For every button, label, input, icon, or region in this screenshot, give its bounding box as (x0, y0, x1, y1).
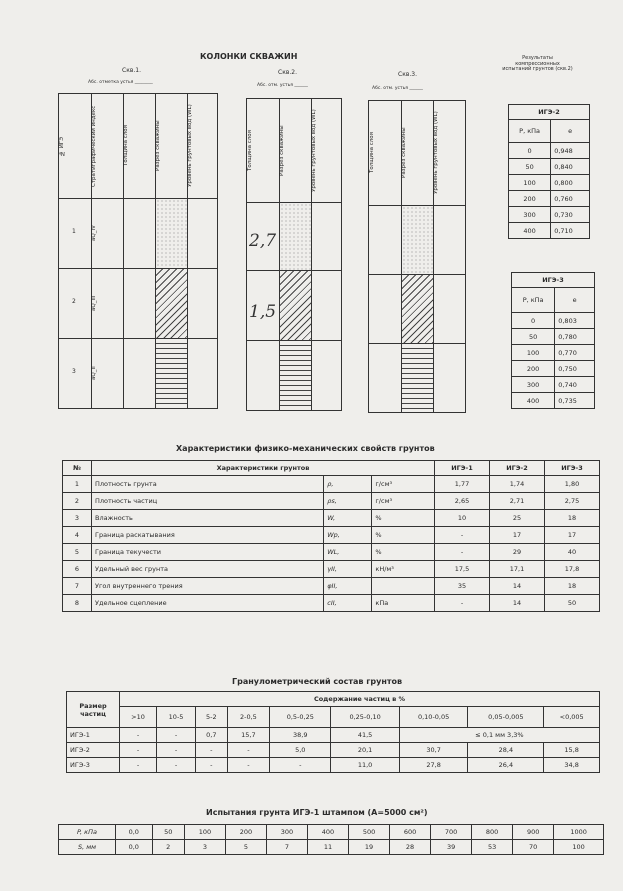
row-symbol: φII, (324, 578, 372, 595)
gran-bin: 0,5-0,25 (270, 707, 331, 728)
props-row (63, 510, 600, 527)
row-symbol: γII, (324, 561, 372, 578)
cell: 0,730 (551, 207, 590, 223)
row-value: 50 (545, 595, 600, 612)
row-value: - (435, 544, 490, 561)
layer-2-num: 2 (72, 298, 76, 305)
gran-bin: 0,25-0,10 (331, 707, 400, 728)
layer-3-num: 3 (72, 368, 76, 375)
gran-bin: 5-2 (196, 707, 228, 728)
cell: 0,800 (551, 175, 590, 191)
well-1-column (58, 93, 218, 409)
cell: 0,735 (555, 393, 595, 409)
cell: 400 (512, 393, 555, 409)
row-value: 1,74 (490, 476, 545, 493)
gran-cell: - (157, 728, 196, 743)
row-value: 2,75 (545, 493, 600, 510)
stamp-p-label: P, кПа (59, 825, 116, 840)
well-3-column (368, 100, 466, 413)
gran-bin: 0,05-0,005 (468, 707, 544, 728)
row-value: - (435, 595, 490, 612)
columns-title: КОЛОНКИ СКВАЖИН (200, 52, 298, 61)
cell: 0,780 (555, 329, 595, 345)
p-label: P, кПа (512, 288, 555, 313)
row-symbol: ρ, (324, 476, 372, 493)
row-unit: % (372, 510, 435, 527)
props-table (62, 460, 600, 612)
row-value: 17 (545, 527, 600, 544)
stamp-s-cell: 11 (307, 840, 348, 855)
row-num: 6 (63, 561, 92, 578)
w2-header-water: Уровень грунтовых вод (WL) (311, 109, 317, 192)
strat-index-1: aQ_IV (91, 225, 97, 241)
props-row (63, 476, 600, 493)
row-name: Граница раскатывания (92, 527, 324, 544)
row-symbol: W, (324, 510, 372, 527)
gran-cell: 15,8 (544, 743, 600, 758)
props-row (63, 527, 600, 544)
row-value: 2,71 (490, 493, 545, 510)
gran-row-name: ИГЭ-2 (67, 743, 120, 758)
w3-header-water: Уровень грунтовых вод (WL) (433, 111, 439, 195)
row-value: 25 (490, 510, 545, 527)
row-name: Угол внутреннего трения (92, 578, 324, 595)
compress-table-igg3 (511, 272, 595, 409)
gran-cell: - (157, 758, 196, 773)
well-3-elev: Абс. отм. устья ______ (372, 86, 423, 91)
stamp-s-cell: 100 (554, 840, 604, 855)
row-num: 5 (63, 544, 92, 561)
gran-cell: 41,5 (331, 728, 400, 743)
hand-thickness-2: 1,5 (249, 302, 277, 322)
gran-cell: 5,0 (270, 743, 331, 758)
header-igg: № ИГЭ (59, 136, 65, 156)
stamp-p-cell: 100 (184, 825, 225, 840)
well-1-label: Скв.1. (122, 67, 141, 74)
stamp-s-cell: 5 (225, 840, 266, 855)
header-water: Уровень грунтовых вод (WL) (187, 104, 193, 188)
cell: 0,710 (551, 223, 590, 239)
row-name: Удельный вес грунта (92, 561, 324, 578)
gran-row (67, 728, 600, 743)
loam-pattern (156, 269, 187, 338)
row-value: 17 (490, 527, 545, 544)
hand-thickness-1: 2,7 (249, 231, 277, 251)
gran-cell: - (120, 728, 157, 743)
gran-cell: 34,8 (544, 758, 600, 773)
row-num: 1 (63, 476, 92, 493)
w2-loam-pattern (280, 271, 311, 340)
stamp-s-cell: 3 (184, 840, 225, 855)
cell: 400 (509, 223, 551, 239)
gran-cell: 11,0 (331, 758, 400, 773)
gran-cell: - (227, 743, 270, 758)
stamp-table (58, 824, 604, 855)
w3-sand-pattern (402, 206, 433, 274)
gran-cell: 28,4 (468, 743, 544, 758)
well-2-column (246, 98, 342, 411)
strat-index-2: aQ_III (91, 295, 97, 311)
e-label: e (555, 288, 595, 313)
stamp-p-cell: 0,0 (115, 825, 152, 840)
row-value: 1,77 (435, 476, 490, 493)
gran-row (67, 743, 600, 758)
w3-clay-pattern (402, 344, 433, 412)
stamp-s-cell: 28 (390, 840, 431, 855)
stamp-s-cell: 39 (431, 840, 472, 855)
row-unit: % (372, 527, 435, 544)
row-unit: % (372, 544, 435, 561)
row-name: Граница текучести (92, 544, 324, 561)
strat-index-3: aQ_II (91, 366, 97, 380)
props-row (63, 578, 600, 595)
stamp-p-cell: 50 (152, 825, 184, 840)
clay-pattern (156, 339, 187, 408)
w3-loam-pattern (402, 275, 433, 343)
row-unit: г/см³ (372, 493, 435, 510)
gran-cell: 30,7 (399, 743, 468, 758)
row-value: 17,8 (545, 561, 600, 578)
props-header-igg1: ИГЭ-1 (435, 461, 490, 476)
row-value: 14 (490, 578, 545, 595)
row-symbol: ρs, (324, 493, 372, 510)
props-header-igg2: ИГЭ-2 (490, 461, 545, 476)
gran-cell: - (120, 758, 157, 773)
gran-content-label: Содержание частиц в % (120, 692, 600, 707)
row-name: Плотность частиц (92, 493, 324, 510)
gran-cell: 0,7 (196, 728, 228, 743)
row-unit: кН/м³ (372, 561, 435, 578)
cell: 200 (512, 361, 555, 377)
row-num: 2 (63, 493, 92, 510)
stamp-s-cell: 19 (349, 840, 390, 855)
row-value: 40 (545, 544, 600, 561)
row-unit (372, 578, 435, 595)
gran-size-label: Размер частиц (67, 692, 120, 728)
layer-1-num: 1 (72, 228, 76, 235)
stamp-p-cell: 400 (307, 825, 348, 840)
compress-title: Результаты компрессионных испытаний грунтов (скв.2) (502, 55, 573, 72)
props-header-name: Характеристики грунтов (92, 461, 435, 476)
row-name: Плотность грунта (92, 476, 324, 493)
props-row (63, 595, 600, 612)
gran-row-name: ИГЭ-3 (67, 758, 120, 773)
row-value: 18 (545, 578, 600, 595)
row-name: Влажность (92, 510, 324, 527)
cell: 0 (509, 143, 551, 159)
cell: 0,840 (551, 159, 590, 175)
row-symbol: cII, (324, 595, 372, 612)
cell: 0 (512, 313, 555, 329)
row-value: 1,80 (545, 476, 600, 493)
row-unit: кПа (372, 595, 435, 612)
row-value: 29 (490, 544, 545, 561)
gran-bin: >10 (120, 707, 157, 728)
well-1-elev: Абс. отметка устья ________ (88, 80, 153, 85)
sand-pattern (156, 199, 187, 268)
cell: 100 (512, 345, 555, 361)
stamp-p-cell: 300 (266, 825, 307, 840)
gran-row (67, 758, 600, 773)
cell: 0,803 (555, 313, 595, 329)
row-num: 4 (63, 527, 92, 544)
stamp-p-cell: 800 (472, 825, 513, 840)
stamp-p-cell: 600 (390, 825, 431, 840)
well-2-label: Скв.2. (278, 69, 297, 76)
gran-cell: 15,7 (227, 728, 270, 743)
props-header-num: № (63, 461, 92, 476)
props-row (63, 493, 600, 510)
cell: 50 (509, 159, 551, 175)
cell: 0,740 (555, 377, 595, 393)
gran-bin: 2-0,5 (227, 707, 270, 728)
gran-cell: - (196, 743, 228, 758)
cell: 100 (509, 175, 551, 191)
w3-header-section: Разрез скважины (401, 127, 407, 179)
cell: 300 (509, 207, 551, 223)
gran-table (66, 691, 600, 773)
w2-header-thick: Толщина слоя (247, 130, 253, 171)
gran-cell: - (227, 758, 270, 773)
gran-cell: 27,8 (399, 758, 468, 773)
gran-cell: - (157, 743, 196, 758)
gran-bin: 0,10-0,05 (399, 707, 468, 728)
stamp-p-cell: 200 (225, 825, 266, 840)
row-value: 2,65 (435, 493, 490, 510)
gran-cell: 20,1 (331, 743, 400, 758)
row-value: 18 (545, 510, 600, 527)
props-row (63, 544, 600, 561)
stamp-s-cell: 0,0 (115, 840, 152, 855)
gran-bin: 10-5 (157, 707, 196, 728)
row-num: 3 (63, 510, 92, 527)
w2-clay-pattern (280, 341, 311, 410)
cell: 0,770 (555, 345, 595, 361)
row-symbol: Wp, (324, 527, 372, 544)
gran-bin: <0,005 (544, 707, 600, 728)
gran-cell: - (120, 743, 157, 758)
cell: 0,760 (551, 191, 590, 207)
stamp-s-cell: 70 (513, 840, 554, 855)
stamp-title: Испытания грунта ИГЭ-1 штампом (A=5000 см²) (206, 808, 428, 817)
props-header-igg3: ИГЭ-3 (545, 461, 600, 476)
row-value: 17,5 (435, 561, 490, 578)
row-value: 35 (435, 578, 490, 595)
stamp-p-cell: 1000 (554, 825, 604, 840)
row-value: - (435, 527, 490, 544)
stamp-s-cell: 53 (472, 840, 513, 855)
stamp-p-cell: 900 (513, 825, 554, 840)
row-unit: г/см³ (372, 476, 435, 493)
w2-sand-pattern (280, 203, 311, 270)
well-3-label: Скв.3. (398, 71, 417, 78)
header-strat: Стратиграфический индекс (91, 105, 97, 187)
cell: 0,750 (555, 361, 595, 377)
gran-note: ≤ 0,1 мм 3,3% (399, 728, 599, 743)
row-value: 10 (435, 510, 490, 527)
compress-table-igg2 (508, 104, 590, 239)
w2-header-section: Разрез скважины (279, 125, 285, 176)
well-2-elev: Абс. отм. устья ______ (257, 83, 308, 88)
gran-title: Гранулометрический состав грунтов (232, 677, 403, 686)
gran-cell: - (196, 758, 228, 773)
gran-row-name: ИГЭ-1 (67, 728, 120, 743)
cell: 50 (512, 329, 555, 345)
header-section: Разрез скважины (155, 120, 161, 172)
row-name: Удельное сцепление (92, 595, 324, 612)
compress-table-name: ИГЭ-2 (509, 105, 590, 120)
gran-cell: 38,9 (270, 728, 331, 743)
w3-header-thick: Толщина слоя (369, 132, 375, 174)
row-value: 14 (490, 595, 545, 612)
row-num: 8 (63, 595, 92, 612)
props-row (63, 561, 600, 578)
row-value: 17,1 (490, 561, 545, 578)
cell: 300 (512, 377, 555, 393)
header-thick: Толщина слоя (123, 125, 129, 167)
row-symbol: WL, (324, 544, 372, 561)
stamp-s-cell: 2 (152, 840, 184, 855)
p-label: P, кПа (509, 120, 551, 143)
props-title: Характеристики физико-механических свойств грунтов (176, 444, 435, 453)
gran-cell: - (270, 758, 331, 773)
stamp-p-cell: 500 (349, 825, 390, 840)
e-label: e (551, 120, 590, 143)
stamp-p-cell: 700 (431, 825, 472, 840)
stamp-s-label: S, мм (59, 840, 116, 855)
compress-table-name: ИГЭ-3 (512, 273, 595, 288)
cell: 200 (509, 191, 551, 207)
gran-cell: 26,4 (468, 758, 544, 773)
row-num: 7 (63, 578, 92, 595)
stamp-s-cell: 7 (266, 840, 307, 855)
cell: 0,948 (551, 143, 590, 159)
